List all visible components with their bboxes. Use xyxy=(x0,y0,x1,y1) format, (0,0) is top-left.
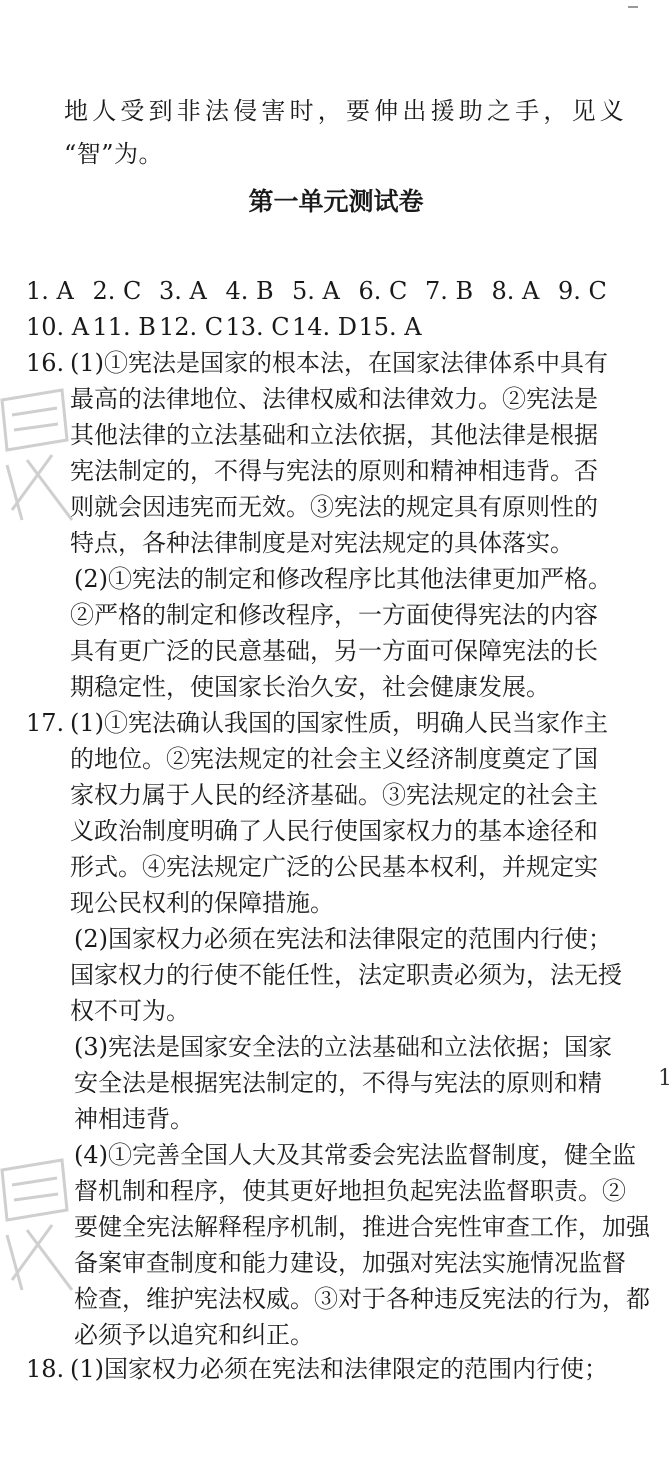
q17-line: 现公民权利的保障措施。 xyxy=(70,889,334,917)
q16-line: 其他法律的立法基础和立法依据，其他法律是根据 xyxy=(70,421,598,449)
q16-line: ②严格的制定和修改程序，一方面使得宪法的内容 xyxy=(70,601,598,629)
answer-item: 12. C xyxy=(159,313,224,341)
answer-item: 2. C xyxy=(92,277,142,305)
question-number-17: 17. xyxy=(26,709,65,737)
q17-line: 要健全宪法解释程序机制，推进合宪性审查工作，加强 xyxy=(74,1213,650,1241)
q16-line: 具有更广泛的民意基础，另一方面可保障宪法的长 xyxy=(70,637,598,665)
q16-line: 最高的法律地位、法律权威和法律效力。②宪法是 xyxy=(70,385,598,413)
page-edge-mark xyxy=(628,6,638,8)
q16-line: (1)①宪法是国家的根本法，在国家法律体系中具有 xyxy=(70,349,608,377)
q17-line: 必须予以追究和纠正。 xyxy=(74,1321,314,1349)
question-number-16: 16. xyxy=(26,349,65,377)
answer-item: 10. A xyxy=(26,313,90,341)
watermark-logo-lower xyxy=(0,1150,82,1300)
q17-line: 权不可为。 xyxy=(70,997,190,1025)
answer-item: 14. D xyxy=(292,313,358,341)
q17-line: 国家权力的行使不能任性，法定职责必须为，法无授 xyxy=(70,961,622,989)
answer-item: 6. C xyxy=(358,277,408,305)
answer-item: 4. B xyxy=(225,277,274,305)
answer-row-1 xyxy=(26,276,625,306)
q16-line: 期稳定性，使国家长治久安，社会健康发展。 xyxy=(70,673,550,701)
page-title: 第一单元测试卷 xyxy=(248,187,424,216)
answer-item: 5. A xyxy=(292,277,340,305)
q16-line: 特点，各种法律制度是对宪法规定的具体落实。 xyxy=(70,529,574,557)
q17-line: (2)国家权力必须在宪法和法律限定的范围内行使； xyxy=(74,925,612,953)
question-number-18: 18. xyxy=(26,1355,65,1383)
answer-item: 1. A xyxy=(26,277,74,305)
answer-item: 13. C xyxy=(225,313,290,341)
answer-item: 15. A xyxy=(358,313,422,341)
q17-line: 形式。④宪法规定广泛的公民基本权利，并规定实 xyxy=(70,853,598,881)
q16-line: (2)①宪法的制定和修改程序比其他法律更加严格。 xyxy=(74,565,612,593)
intro-line-1: 地人受到非法侵害时，要伸出援助之手，见义 xyxy=(64,97,628,125)
answer-row-2 xyxy=(26,312,425,342)
q17-line: 检查，维护宪法权威。③对于各种违反宪法的行为，都 xyxy=(74,1285,650,1313)
answer-item: 3. A xyxy=(159,277,207,305)
q17-line: 的地位。②宪法规定的社会主义经济制度奠定了国 xyxy=(70,745,598,773)
q17-line: 义政治制度明确了人民行使国家权力的基本途径和 xyxy=(70,817,598,845)
q17-line: 备案审查制度和能力建设，加强对宪法实施情况监督 xyxy=(74,1249,626,1277)
intro-line-2: “智”为。 xyxy=(64,140,164,168)
q17-line: (4)①完善全国人大及其常委会宪法监督制度，健全监 xyxy=(74,1141,636,1169)
q18-line: (1)国家权力必须在宪法和法律限定的范围内行使； xyxy=(70,1355,608,1383)
q17-line: 家权力属于人民的经济基础。③宪法规定的社会主 xyxy=(70,781,598,809)
answer-item: 7. B xyxy=(425,277,474,305)
answer-item: 9. C xyxy=(558,277,607,305)
q17-line: (1)①宪法确认我国的国家性质，明确人民当家作主 xyxy=(70,709,608,737)
q17-line: 神相违背。 xyxy=(74,1105,194,1133)
q16-line: 则就会因违宪而无效。③宪法的规定具有原则性的 xyxy=(70,493,598,521)
answer-item: 8. A xyxy=(491,277,540,305)
answer-item: 11. B xyxy=(92,313,156,341)
q16-line: 宪法制定的，不得与宪法的原则和精神相违背。否 xyxy=(70,457,598,485)
q17-line: 督机制和程序，使其更好地担负起宪法监督职责。② xyxy=(74,1177,626,1205)
q17-line: 安全法是根据宪法制定的，不得与宪法的原则和精 xyxy=(74,1069,602,1097)
margin-page-number: 1 xyxy=(658,1066,672,1091)
q17-line: (3)宪法是国家安全法的立法基础和立法依据；国家 xyxy=(74,1033,612,1061)
